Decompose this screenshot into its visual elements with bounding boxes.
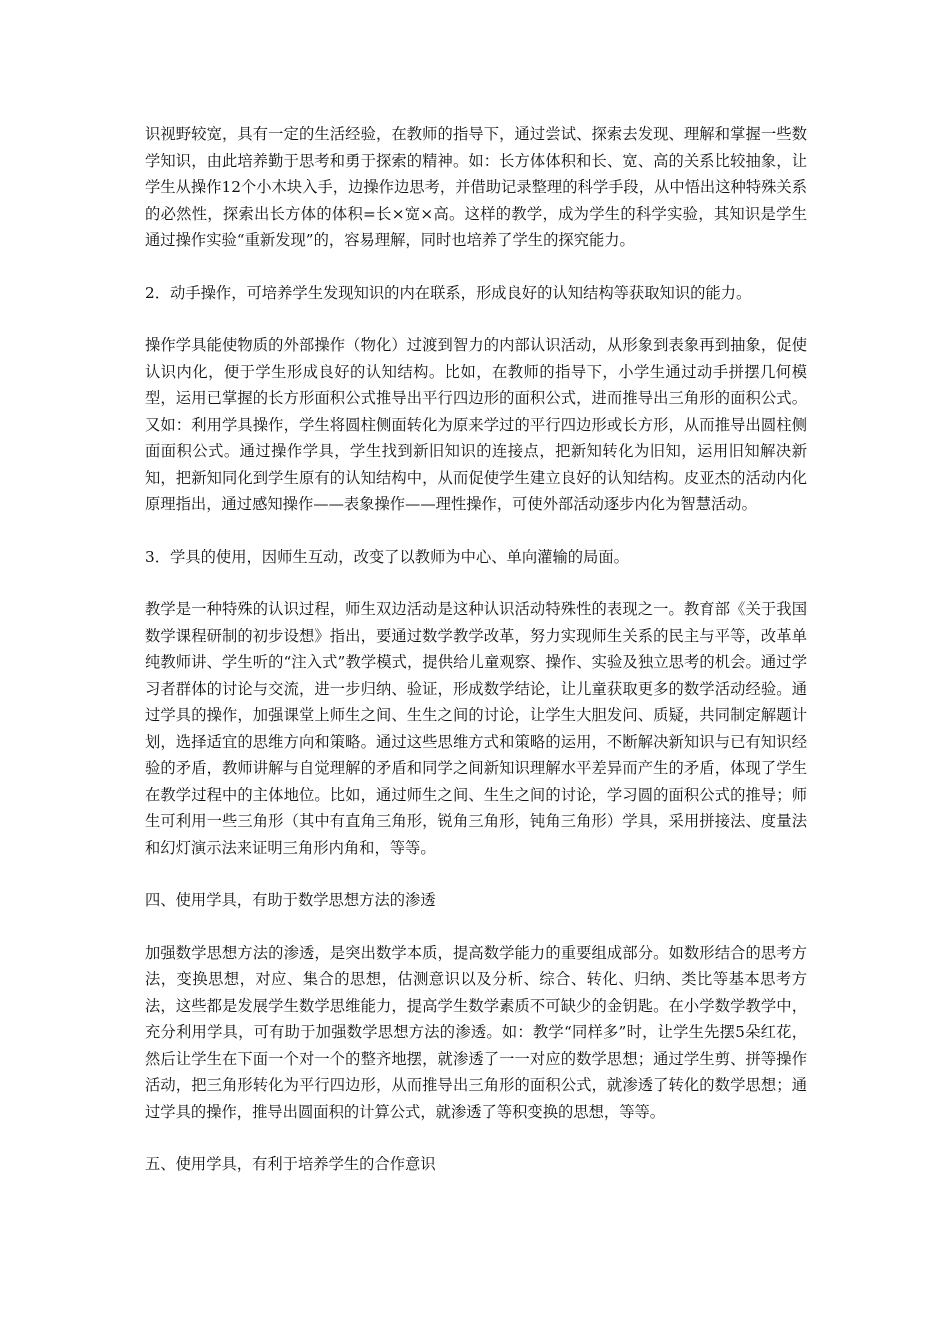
paragraph-spacer	[145, 518, 807, 544]
section-heading-cooperation: 五、使用学具，有利于培养学生的合作意识	[145, 1155, 436, 1173]
paragraph-spacer	[145, 1125, 807, 1151]
paragraph-spacer	[145, 306, 807, 332]
paragraph-spacer	[145, 861, 807, 887]
subheading-hands-on-operation: 2．动手操作，可培养学生发现知识的内在联系，形成良好的认知结构等获取知识的能力。	[145, 283, 752, 302]
paragraph-teaching-process: 教学是一种特殊的认识过程，师生双边活动是这种认识活动特殊性的表现之一。教育部《关于我国数学课程研制的初步设想》指出，要通过数学教学改革，努力实现师生关系的民主与平等，改革单纯教师讲、学生听的“注入式”教学模式，提供给儿童观察、操作、实验及独立思考的机会。通过学习者群体的讨论与交流，进一步归纳、验证，形成数学结论，让儿童获取更多的数学活动经验。通过学具的操作，加强课堂上师生之间、生生之间的讨论，让学生大胆发问、质疑，共同制定解题计划，选择适宜的思维方向和策略。通过这些思维方式和策略的运用，不断解决新知识与已有知识经验的矛盾，教师讲解与自觉理解的矛盾和同学之间新知识理解水平差异而产生的矛盾，体现了学生在教学过程中的主体地位。比如，通过师生之间、生生之间的讨论，学习圆的面积公式的推导；师生可利用一些三角形（其中有直角三角形，锐角三角形，钝角三角形）学具，采用拼接法、度量法和幻灯演示法来证明三角形内角和，等等。	[145, 600, 807, 857]
paragraph-inquiry-ability: 识视野较宽，具有一定的生活经验，在教师的指导下，通过尝试、探索去发现、理解和掌握一些数学知识，由此培养勤于思考和勇于探索的精神。如：长方体体积和长、宽、高的关系比较抽象，让学生从操作12个小木块入手，边操作边思考，并借助记录整理的科学手段，从中悟出这种特殊关系的必然性，探索出长方体的体积=长×宽×高。这样的教学，成为学生的科学实验，其知识是学生通过操作实验“重新发现”的，容易理解，同时也培养了学生的探究能力。	[145, 125, 807, 249]
document-body	[145, 121, 807, 1178]
paragraph-spacer	[145, 570, 807, 596]
paragraph-cognitive-structure: 操作学具能使物质的外部操作（物化）过渡到智力的内部认识活动，从形象到表象再到抽象，促使认识内化，便于学生形成良好的认知结构。比如，在教师的指导下，小学生通过动手拼摆几何模型，运用已掌握的长方形面积公式推导出平行四边形的面积公式，进而推导出三角形的面积公式。又如：利用学具操作，学生将圆柱侧面转化为原来学过的平行四边形或长方形，从而推导出圆柱侧面面积公式。通过操作学具，学生找到新旧知识的连接点，把新知转化为旧知，运用旧知解决新知，把新知同化到学生原有的认知结构中，从而促使学生建立良好的认知结构。皮亚杰的活动内化原理指出，通过感知操作——表象操作——理性操作，可使外部活动逐步内化为智慧活动。	[145, 336, 807, 513]
paragraph-spacer	[145, 254, 807, 280]
subheading-teacher-student-interaction: 3．学具的使用，因师生互动，改变了以教师为中心、单向灌输的局面。	[145, 547, 629, 566]
paragraph-spacer	[145, 914, 807, 940]
paragraph-math-thinking-methods: 加强数学思想方法的渗透，是突出数学本质，提高数学能力的重要组成部分。如数形结合的思考方法，变换思想，对应、集合的思想，估测意识以及分析、综合、转化、归纳、类比等基本思考方法，这些都是发展学生数学思维能力，提高学生数学素质不可缺少的金钥匙。在小学数学教学中，充分利用学具，可有助于加强数学思想方法的渗透。如：教学“同样多”时，让学生先摆5朵红花，然后让学生在下面一个对一个的整齐地摆，就渗透了一一对应的数学思想；通过学生剪、拼等操作活动，把三角形转化为平行四边形，从而推导出三角形的面积公式，就渗透了转化的数学思想；通过学具的操作，推导出圆面积的计算公式，就渗透了等积变换的思想，等等。	[145, 943, 807, 1121]
section-heading-math-thinking: 四、使用学具，有助于数学思想方法的渗透	[145, 891, 436, 909]
